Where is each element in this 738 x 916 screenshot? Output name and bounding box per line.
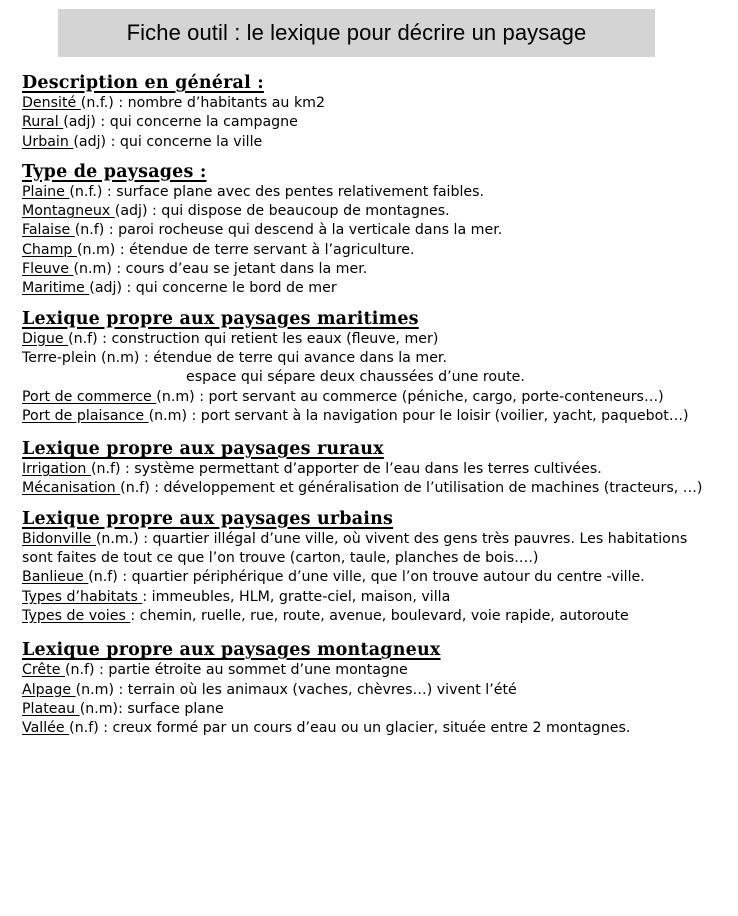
entry-definition: (n.m) : terrain où les animaux (vaches, chèvres…) vivent l’été (75, 681, 517, 698)
entry-term: Falaise (22, 222, 75, 239)
page-title: Fiche outil : le lexique pour décrire un paysage (126, 20, 587, 45)
title-banner (58, 9, 655, 57)
lexicon-entry (22, 133, 722, 152)
lexicon-entry (22, 221, 722, 240)
section-paysages-maritimes (22, 308, 722, 426)
entry-definition: (n.f.) : surface plane avec des pentes relativement faibles. (69, 183, 485, 200)
entry-definition: : immeubles, HLM, gratte-ciel, maison, villa (142, 588, 451, 605)
lexicon-entry (22, 568, 722, 587)
entry-term: Bidonville (22, 530, 96, 547)
lexicon-entry (22, 407, 722, 426)
entry-term: Vallée (22, 720, 70, 737)
lexicon-entry (22, 94, 722, 113)
entry-term: Plaine (22, 183, 70, 200)
lexicon-entry (22, 607, 722, 626)
entry-term: Alpage (22, 681, 76, 698)
entry-definition: (n.m) : étendue de terre servant à l’agriculture. (76, 241, 415, 258)
lexicon-entry (22, 588, 722, 607)
lexicon-entry (22, 202, 722, 221)
section-description-generale (22, 72, 722, 152)
lexicon-entry (22, 530, 722, 569)
lexicon-entry (22, 719, 722, 738)
lexicon-entry (22, 700, 722, 719)
section-type-paysages (22, 161, 722, 299)
entry-definition: (n.m): surface plane (79, 700, 224, 717)
entry-term: Rural (22, 114, 64, 131)
entry-term: Densité (22, 95, 81, 111)
lexicon-entry (22, 460, 722, 479)
entry-definition: (adj) : qui concerne la ville (73, 133, 263, 150)
lexicon-entry (22, 349, 722, 388)
entry-term: Port de plaisance (22, 407, 149, 424)
entry-term: Montagneux (22, 203, 115, 220)
entry-term: Champ (22, 241, 77, 258)
entry-term: Crête (22, 662, 65, 679)
entry-definition: (n.f) : développement et généralisation de l’utilisation de machines (tracteurs, …) (120, 480, 703, 497)
entry-definition: : chemin, ruelle, rue, route, avenue, boulevard, voie rapide, autoroute (130, 607, 629, 624)
entry-term: Maritime (22, 280, 90, 297)
lexicon-content (22, 72, 722, 738)
entry-definition: (n.f.) : nombre d’habitants au km2 (80, 95, 326, 111)
section-heading: Lexique propre aux paysages maritimes (22, 308, 419, 329)
lexicon-entry (22, 330, 722, 349)
section-heading: Lexique propre aux paysages montagneux (22, 640, 441, 661)
entry-definition: (n.m.) : quartier illégal d’une ville, où vivent des gens très pauvres. Les habitations sont faites de tout ce que l’on trouve (carton, taule, planches de bois….) (22, 530, 688, 567)
entry-definition: (n.m) : cours d’eau se jetant dans la mer. (73, 261, 368, 278)
lexicon-entry (22, 113, 722, 132)
lexicon-entry (22, 661, 722, 680)
entry-term: Types d’habitats (22, 588, 143, 605)
entry-term: Irrigation (22, 461, 91, 478)
lexicon-entry (22, 388, 722, 407)
entry-definition: (n.f) : partie étroite au sommet d’une montagne (64, 662, 408, 679)
entry-definition: (n.m) : port servant à la navigation pour le loisir (voilier, yacht, paquebot…) (148, 407, 689, 424)
entry-definition: (n.m) : port servant au commerce (péniche, cargo, porte-conteneurs…) (156, 388, 664, 405)
lexicon-entry (22, 241, 722, 260)
lexicon-entry (22, 479, 722, 498)
entry-term: Banlieue (22, 569, 89, 586)
lexicon-entry (22, 279, 722, 298)
entry-definition: (n.f) : système permettant d’apporter de l’eau dans les terres cultivées. (90, 461, 602, 478)
entry-definition-continuation: espace qui sépare deux chaussées d’une route. (186, 369, 525, 386)
section-heading: Description en général : (22, 73, 264, 93)
entry-term: Fleuve (22, 261, 74, 278)
lexicon-entry (22, 183, 722, 202)
section-heading: Type de paysages : (22, 161, 207, 182)
entry-definition: (n.f) : construction qui retient les eaux (fleuve, mer) (68, 330, 439, 347)
entry-definition: (n.f) : paroi rocheuse qui descend à la verticale dans la mer. (74, 222, 503, 239)
section-paysages-urbains (22, 508, 722, 626)
entry-term: Port de commerce (22, 388, 157, 405)
entry-definition: Terre-plein (n.m) : étendue de terre qui avance dans la mer. (22, 349, 447, 366)
entry-term: Urbain (22, 133, 74, 150)
entry-definition: (n.f) : creux formé par un cours d’eau ou un glacier, située entre 2 montagnes. (69, 720, 631, 737)
entry-term: Digue (22, 330, 69, 347)
section-heading: Lexique propre aux paysages ruraux (22, 439, 384, 460)
entry-definition: (n.f) : quartier périphérique d’une ville, que l’on trouve autour du centre -ville. (88, 569, 645, 586)
lexicon-entry (22, 260, 722, 279)
lexicon-entry (22, 681, 722, 700)
entry-term: Types de voies (22, 607, 131, 624)
entry-definition: (adj) : qui dispose de beaucoup de montagnes. (114, 203, 450, 220)
section-paysages-montagneux (22, 639, 722, 738)
entry-term: Mécanisation (22, 480, 121, 497)
section-paysages-ruraux (22, 438, 722, 499)
entry-definition: (adj) : qui concerne la campagne (63, 114, 298, 131)
entry-term: Plateau (22, 700, 80, 717)
entry-definition: (adj) : qui concerne le bord de mer (89, 280, 337, 297)
section-heading: Lexique propre aux paysages urbains (22, 508, 394, 529)
